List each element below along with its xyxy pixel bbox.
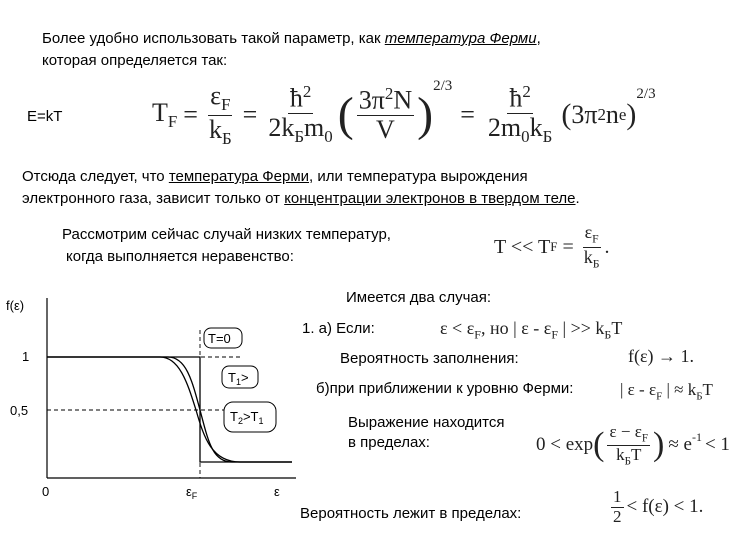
e-kt-label: E=kT	[27, 108, 63, 125]
intro-comma: ,	[536, 30, 541, 47]
case-b-label: б)при приближении к уровню Ферми:	[316, 380, 574, 397]
electron-concentration-term: концентрации электронов в твердом теле	[284, 190, 576, 207]
fermi-temperature-link-term: температура Ферми	[168, 168, 310, 185]
y-tick-1: 1	[22, 349, 30, 364]
case-b-condition: | ε - $\varepsilon_F$ | ≈ $k_БT$	[620, 380, 713, 403]
y-axis-label: f(ε)	[6, 298, 25, 313]
conclusion-text-3: электронного газа, зависит только от	[22, 190, 285, 207]
intro-text: Более удобно использовать такой параметр, как	[42, 30, 385, 47]
label-t0: T=0	[208, 331, 231, 346]
low-temp-line-2: когда выполняется неравенство:	[66, 248, 294, 265]
fermi-temperature-term: температура Ферми	[384, 30, 537, 47]
x-axis-label: ε	[274, 484, 280, 499]
case-a-condition: $\varepsilon < \varepsilon_F$, но | ε - $\varepsilon_F$ | >> $k_БT$	[440, 318, 623, 342]
y-tick-0-5: 0,5	[10, 403, 29, 418]
fermi-temperature-formula: $T_F$ = $\frac{\varepsilon_F}{k_Б}$ = $\frac{ħ^2}{2k_Бm_0}$ ( $\frac{3\pi^2N}{V}$ ) 2/3 = $\frac{ħ^2}{2m_0k_Б}$ ( 3π 2 n e ) $^{2 /3}$	[152, 78, 656, 148]
hbar-over-2km: $\frac{ħ^2}{2k_Бm_0}$	[268, 81, 333, 147]
tf-symbol: $T_F$	[152, 97, 178, 132]
label-t1: $T_1>$	[228, 370, 249, 387]
conclusion-text-2: , или температура вырождения	[309, 168, 528, 185]
two-cases-heading: Имеется два случая:	[346, 289, 492, 306]
fill-probability-label: Вероятность заполнения:	[340, 350, 519, 367]
conclusion-line-2	[22, 190, 580, 208]
label-t2: $T_2>T_1$	[230, 409, 264, 426]
conclusion-line-1	[22, 168, 528, 186]
low-temp-inequality: T << T F = $\frac{\varepsilon_F}{k_Б}$ .	[494, 222, 610, 271]
f-limit-formula: f(ε) → 1.	[628, 346, 695, 366]
intro-line-2: которая определяется так:	[42, 52, 228, 69]
fermi-level-label: $\varepsilon_F$	[186, 484, 198, 501]
low-temp-line-1: Рассмотрим сейчас случай низких температур,	[62, 226, 391, 243]
expression-within-line-1: Выражение находится	[348, 414, 505, 431]
case-a-label: 1. а) Если:	[302, 320, 375, 337]
fermi-dirac-plot	[0, 290, 300, 540]
intro-line-1	[42, 30, 541, 48]
conclusion-period: .	[575, 190, 580, 207]
exp-inequality: 0 < exp ( $\frac{\varepsilon - \varepsilon_F}{k_БT}$ ) ≈ e $^{-1}$ < 1	[536, 421, 730, 467]
conclusion-text-1: Отсюда следует, что	[22, 168, 169, 185]
probability-inequality: $\frac{1}{2}$ < f(ε) < 1.	[613, 486, 704, 526]
eps-over-kb: $\frac{\varepsilon_F}{k_Б}$	[208, 80, 232, 148]
origin-label: 0	[42, 484, 50, 499]
expression-within-line-2: в пределах:	[348, 434, 430, 451]
probability-within-label: Вероятность лежит в пределах:	[300, 505, 522, 522]
hbar-over-2mkb: $\frac{ħ^2}{2m_0k_Б}$	[487, 81, 553, 147]
three-pi-n-over-v: $\frac{3\pi^2N}{V}$	[358, 84, 413, 145]
